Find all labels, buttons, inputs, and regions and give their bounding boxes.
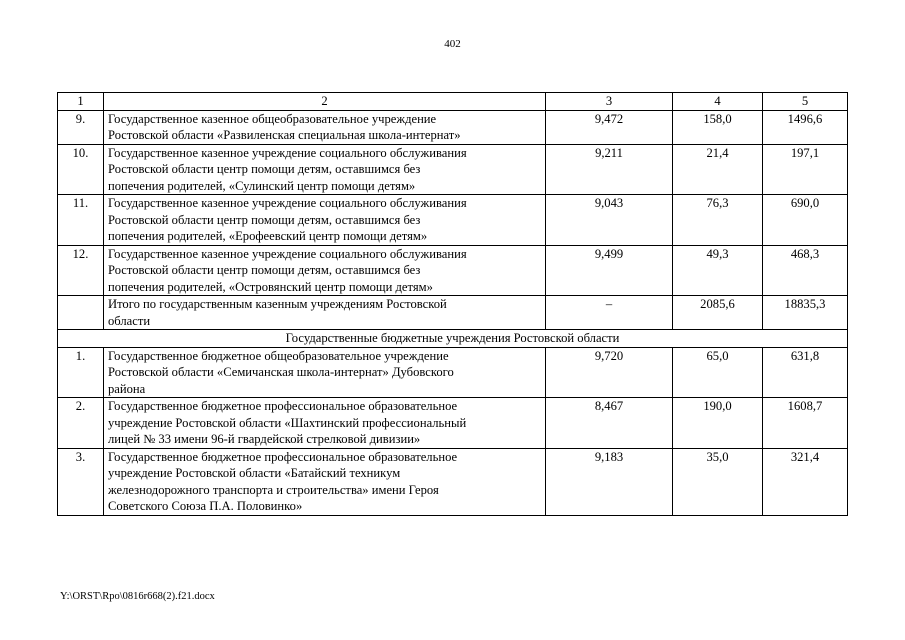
table-row	[58, 398, 848, 449]
cell-col4: 190,0	[673, 398, 763, 449]
row-number: 11.	[58, 195, 104, 246]
institution-name	[104, 398, 546, 449]
table-row	[58, 110, 848, 144]
cell-col3: 9,499	[546, 245, 673, 296]
institution-name	[104, 110, 546, 144]
cell-col3: 9,211	[546, 144, 673, 195]
institution-name	[104, 144, 546, 195]
cell-col3: 9,043	[546, 195, 673, 246]
section-header-row	[58, 330, 848, 348]
institution-name-line: Государственное бюджетное профессиональное образовательное	[108, 399, 458, 413]
institution-name	[104, 245, 546, 296]
column-header: 1	[58, 93, 104, 111]
institution-name-line: Ростовской области центр помощи детям, оставшимся без	[108, 212, 421, 227]
cell-col4: 76,3	[673, 195, 763, 246]
institution-name-line: Государственное казенное учреждение социального обслуживания	[108, 246, 467, 261]
cell-col5: 631,8	[763, 347, 848, 398]
table-row	[58, 347, 848, 398]
cell-col3: 8,467	[546, 398, 673, 449]
institution-name	[104, 195, 546, 246]
total-label	[104, 296, 546, 330]
row-number: 3.	[58, 448, 104, 515]
row-number: 10.	[58, 144, 104, 195]
cell-col4: 65,0	[673, 347, 763, 398]
institution-name-line: попечения родителей, «Ерофеевский центр помощи детям»	[108, 229, 428, 243]
institution-name-line: Государственное казенное учреждение социального обслуживания	[108, 196, 467, 210]
institution-name	[104, 448, 546, 515]
total-label-line: области	[108, 313, 151, 328]
institution-name-line: учреждение Ростовской области «Батайский техникум	[108, 466, 401, 480]
institution-name-line: Государственное казенное учреждение социального обслуживания	[108, 145, 467, 160]
row-number: 1.	[58, 347, 104, 398]
institution-name-line: учреждение Ростовской области «Шахтинский профессиональный	[108, 415, 467, 430]
institution-name-line: железнодорожного транспорта и строительства» имени Героя	[108, 482, 439, 497]
cell-col5: 18835,3	[763, 296, 848, 330]
cell-col5: 468,3	[763, 245, 848, 296]
row-number: 12.	[58, 245, 104, 296]
institution-name-line: Государственное казенное общеобразовательное учреждение	[108, 111, 437, 126]
institution-name-line: Ростовской области центр помощи детям, оставшимся без	[108, 162, 421, 176]
table-row	[58, 245, 848, 296]
institution-name-line: попечения родителей, «Островянский центр помощи детям»	[108, 279, 433, 294]
total-row	[58, 296, 848, 330]
cell-col4: 21,4	[673, 144, 763, 195]
cell-col5: 321,4	[763, 448, 848, 515]
table-row	[58, 195, 848, 246]
cell-col4: 2085,6	[673, 296, 763, 330]
row-number: 9.	[58, 110, 104, 144]
column-header: 3	[546, 93, 673, 111]
cell-col3: 9,720	[546, 347, 673, 398]
total-label-line: Итого по государственным казенным учреждениям Ростовской	[108, 297, 447, 311]
section-title: Государственные бюджетные учреждения Ростовской области	[58, 330, 848, 348]
cell-col3: –	[546, 296, 673, 330]
cell-col3: 9,472	[546, 110, 673, 144]
institution-name-line: Ростовской области «Развиленская специальная школа-интернат»	[108, 128, 461, 142]
institution-name-line: Ростовской области центр помощи детям, оставшимся без	[108, 263, 421, 277]
row-number: 2.	[58, 398, 104, 449]
cell-col4: 35,0	[673, 448, 763, 515]
institution-name-line: Государственное бюджетное профессиональное образовательное	[108, 449, 458, 464]
institution-name-line: лицей № 33 имени 96-й гвардейской стрелковой дивизии»	[108, 432, 421, 446]
cell-col4: 49,3	[673, 245, 763, 296]
institution-name-line: Ростовской области «Семичанская школа-интернат» Дубовского	[108, 365, 454, 379]
table-row	[58, 448, 848, 515]
row-number	[58, 296, 104, 330]
cell-col5: 197,1	[763, 144, 848, 195]
column-header: 5	[763, 93, 848, 111]
footer-file-path: Y:\ORST\Rpo\0816r668(2).f21.docx	[60, 591, 215, 602]
cell-col5: 690,0	[763, 195, 848, 246]
institution-name-line: района	[108, 381, 146, 396]
table-header-row	[58, 93, 848, 111]
institution-name-line: попечения родителей, «Сулинский центр помощи детям»	[108, 178, 416, 193]
page-number: 402	[444, 38, 461, 50]
institution-name-line: Советского Союза П.А. Половинко»	[108, 499, 303, 513]
column-header: 2	[104, 93, 546, 111]
cell-col4: 158,0	[673, 110, 763, 144]
cell-col5: 1496,6	[763, 110, 848, 144]
institution-name	[104, 347, 546, 398]
institution-name-line: Государственное бюджетное общеобразовательное учреждение	[108, 348, 449, 363]
data-table	[57, 92, 848, 516]
cell-col5: 1608,7	[763, 398, 848, 449]
cell-col3: 9,183	[546, 448, 673, 515]
table-row	[58, 144, 848, 195]
column-header: 4	[673, 93, 763, 111]
